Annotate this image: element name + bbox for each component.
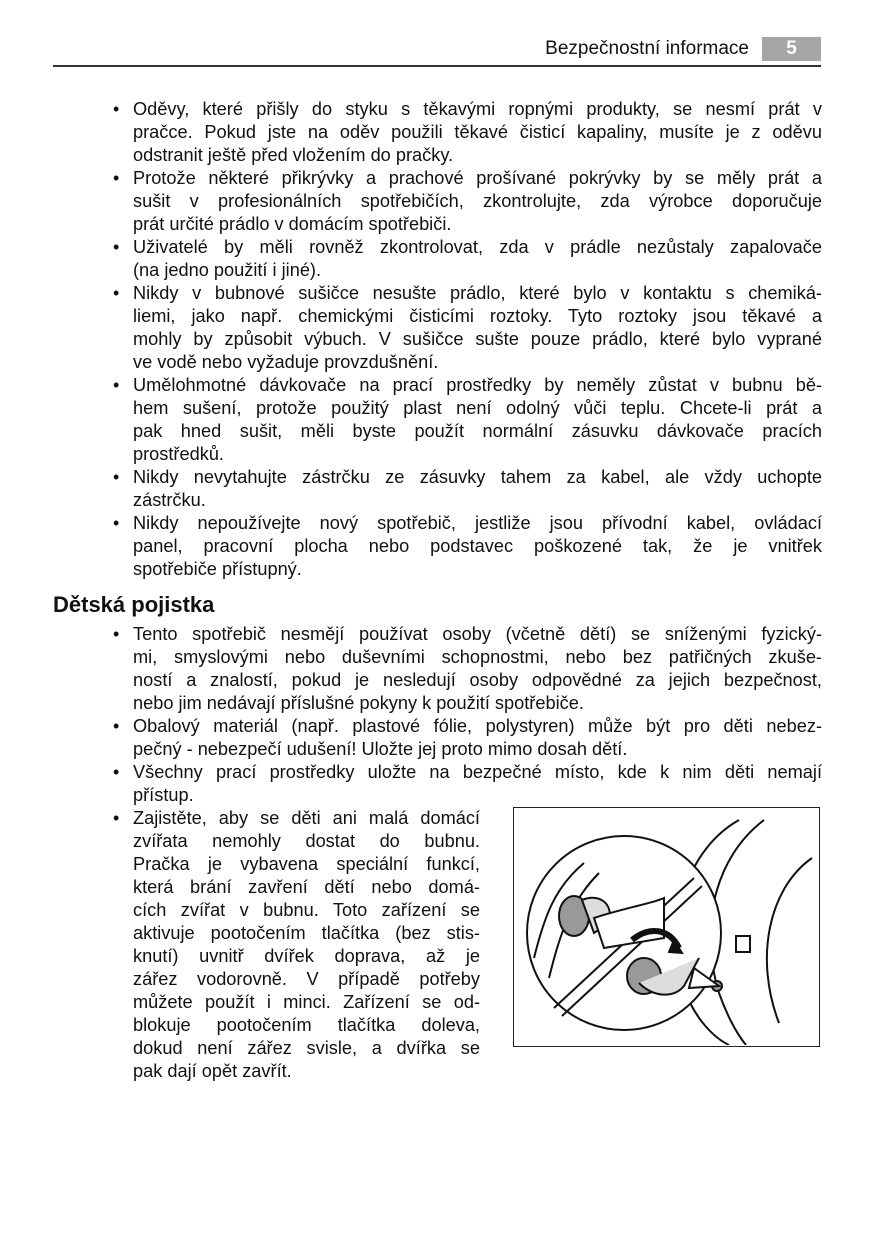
text-line: aktivuje pootočením tlačítka (bez stis- <box>133 923 480 943</box>
bullet-icon: • <box>113 467 120 487</box>
text-line: zářez vodorovně. V případě potřeby <box>133 969 480 989</box>
text-line: můžete použít i minci. Zařízení se od- <box>133 992 480 1012</box>
text-line: zástrčku. <box>133 490 206 510</box>
list-item <box>113 623 822 715</box>
list-item <box>113 374 822 466</box>
text-line: mohly by způsobit výbuch. V sušičce sušte pouze prádlo, které bylo vyprané <box>133 329 822 349</box>
text-line: pečný - nebezpečí udušení! Uložte jej proto mimo dosah dětí. <box>133 739 628 759</box>
text-line: Uživatelé by měli rovněž zkontrolovat, zda v prádle nezůstaly zapalovače <box>133 237 822 257</box>
page-number: 5 <box>762 37 821 61</box>
bullet-icon: • <box>113 716 120 736</box>
text-line: prát určité prádlo v domácím spotřebiči. <box>133 214 452 234</box>
text-line: Protože některé přikrývky a prachové prošívané pokrývky by se měly prát a <box>133 168 822 188</box>
text-line: blokuje pootočením tlačítka doleva, <box>133 1015 480 1035</box>
text-line: Oděvy, které přišly do styku s těkavými ropnými produkty, se nesmí prát v <box>133 99 822 119</box>
list-item <box>113 512 822 581</box>
text-line: nebo jim nedávají příslušné pokyny k použití spotřebiče. <box>133 693 584 713</box>
bullet-icon: • <box>113 762 120 782</box>
header-title: Bezpečnostní informace <box>545 38 749 59</box>
text-line: panel, pracovní plocha nebo podstavec poškozené tak, že je vnitřek <box>133 536 822 556</box>
text-line: ností a znalostí, pokud je nesledují osoby odpovědné za jejich bezpečnost, <box>133 670 822 690</box>
text-line: Obalový materiál (např. plastové fólie, polystyren) může být pro děti nebez- <box>133 716 822 736</box>
bullet-icon: • <box>113 513 120 533</box>
text-line: Nikdy nepoužívejte nový spotřebič, jestliže jsou přívodní kabel, ovládací <box>133 513 822 533</box>
text-line: pračce. Pokud jste na oděv použili těkavé čisticí kapaliny, musíte je z oděvu <box>133 122 822 142</box>
bullet-icon: • <box>113 237 120 257</box>
text-line: Tento spotřebič nesmějí používat osoby (včetně dětí) se sníženými fyzický- <box>133 624 822 644</box>
text-line: liemi, jako např. chemickými čisticími roztoky. Tyto roztoky jsou těkavé a <box>133 306 822 326</box>
text-line: zvířata nemohly dostat do bubnu. <box>133 831 480 851</box>
text-line: Všechny prací prostředky uložte na bezpečné místo, kde k nim děti nemají <box>133 762 822 782</box>
list-item <box>113 98 822 167</box>
list-item <box>113 236 822 282</box>
text-line: ve vodě nebo vyžaduje provzdušnění. <box>133 352 439 372</box>
text-line: knutí) uvnitř dvířek doprava, až je <box>133 946 480 966</box>
list-item <box>113 761 822 807</box>
text-line: mi, smyslovými nebo duševními schopnostmi, nebo bez patřičných zkuše- <box>133 647 822 667</box>
bullet-icon: • <box>113 808 120 828</box>
text-line: Nikdy nevytahujte zástrčku ze zásuvky tahem za kabel, ale vždy uchopte <box>133 467 822 487</box>
header-divider <box>53 65 821 67</box>
text-line: která brání zavření dětí nebo domá- <box>133 877 480 897</box>
text-line: hem sušení, protože použitý plast není odolný vůči teplu. Chcete-li prát a <box>133 398 822 418</box>
text-line: sušit v profesionálních spotřebičích, zkontrolujte, zda výrobce doporučuje <box>133 191 822 211</box>
bullet-icon: • <box>113 375 120 395</box>
text-line: dokud není zářez svisle, a dvířka se <box>133 1038 480 1058</box>
child-lock-illustration <box>513 807 820 1047</box>
list-item <box>113 167 822 236</box>
bullet-icon: • <box>113 283 120 303</box>
bullet-icon: • <box>113 99 120 119</box>
safety-list <box>113 98 822 581</box>
text-line: pak hned sušit, měli byste použít normální zásuvku dávkovače pracích <box>133 421 822 441</box>
text-line: Pračka je vybavena speciální funkcí, <box>133 854 480 874</box>
list-item <box>113 282 822 374</box>
section-heading: Dětská pojistka <box>53 592 215 617</box>
bullet-icon: • <box>113 624 120 644</box>
text-line: Nikdy v bubnové sušičce nesušte prádlo, které bylo v kontaktu s chemiká- <box>133 283 822 303</box>
text-line: odstranit ještě před vložením do pračky. <box>133 145 454 165</box>
text-line: přístup. <box>133 785 194 805</box>
bullet-icon: • <box>113 168 120 188</box>
list-item <box>113 715 822 761</box>
text-line: prostředků. <box>133 444 224 464</box>
text-line: cích zvířat v bubnu. Toto zařízení se <box>133 900 480 920</box>
text-line: Zajistěte, aby se děti ani malá domácí <box>133 808 480 828</box>
text-line: Umělohmotné dávkovače na prací prostředky by neměly zůstat v bubnu bě- <box>133 375 822 395</box>
list-item <box>113 466 822 512</box>
text-line: pak dají opět zavřít. <box>133 1061 292 1081</box>
text-line: spotřebiče přístupný. <box>133 559 302 579</box>
text-line: (na jedno použití i jiné). <box>133 260 322 280</box>
